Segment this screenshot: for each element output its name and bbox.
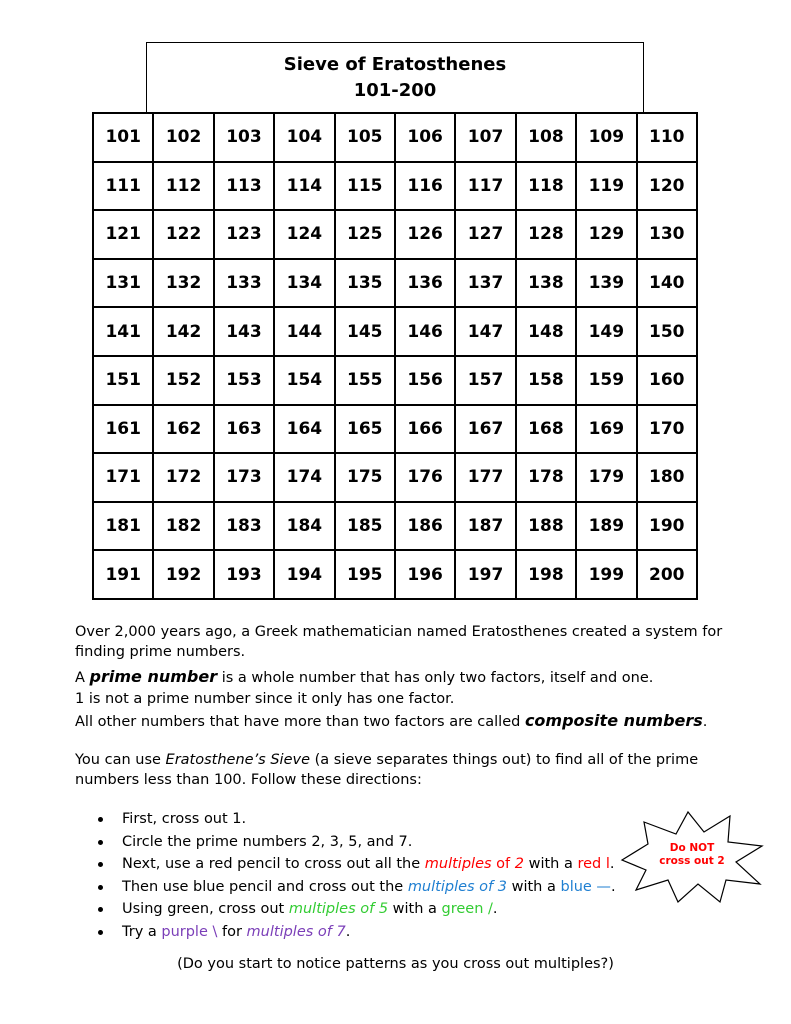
grid-cell[interactable]: 124 (274, 210, 334, 259)
grid-cell[interactable]: 113 (214, 162, 274, 211)
direction-item (122, 921, 616, 944)
grid-cell[interactable]: 103 (214, 113, 274, 162)
grid-cell[interactable]: 157 (455, 356, 515, 405)
grid-cell[interactable]: 190 (637, 502, 697, 551)
grid-cell[interactable]: 178 (516, 453, 576, 502)
grid-cell[interactable]: 147 (455, 307, 515, 356)
grid-cell[interactable]: 191 (93, 550, 153, 599)
grid-cell[interactable]: 193 (214, 550, 274, 599)
grid-cell[interactable]: 119 (576, 162, 636, 211)
grid-cell[interactable]: 197 (455, 550, 515, 599)
grid-cell[interactable]: 171 (93, 453, 153, 502)
grid-cell[interactable]: 195 (335, 550, 395, 599)
grid-cell[interactable]: 134 (274, 259, 334, 308)
grid-cell[interactable]: 149 (576, 307, 636, 356)
prime-definition (75, 666, 653, 689)
grid-cell[interactable]: 148 (516, 307, 576, 356)
grid-cell[interactable]: 172 (153, 453, 213, 502)
grid-cell[interactable]: 141 (93, 307, 153, 356)
directions-list (75, 808, 616, 943)
dir-text: for (217, 923, 247, 940)
grid-cell[interactable]: 194 (274, 550, 334, 599)
grid-cell[interactable]: 152 (153, 356, 213, 405)
prime-number-term: prime number (89, 667, 218, 686)
grid-cell[interactable]: 146 (395, 307, 455, 356)
grid-cell[interactable]: 161 (93, 405, 153, 454)
title-box (146, 42, 644, 112)
grid-cell[interactable]: 150 (637, 307, 697, 356)
grid-cell[interactable]: 136 (395, 259, 455, 308)
grid-cell[interactable]: 132 (153, 259, 213, 308)
composite-def-pre: All other numbers that have more than two factors are called (75, 714, 525, 730)
grid-cell[interactable]: 170 (637, 405, 697, 454)
grid-row (93, 356, 697, 405)
grid-cell[interactable]: 181 (93, 502, 153, 551)
grid-cell[interactable]: 160 (637, 356, 697, 405)
grid-cell[interactable]: 120 (637, 162, 697, 211)
grid-cell[interactable]: 112 (153, 162, 213, 211)
grid-row (93, 405, 697, 454)
dir-text: . (609, 856, 615, 872)
direction-item (122, 876, 616, 899)
grid-cell[interactable]: 162 (153, 405, 213, 454)
prime-def-post: is a whole number that has only two factors, itself and one. (217, 670, 654, 686)
grid-cell[interactable]: 192 (153, 550, 213, 599)
dir-red-multiples: multiples (424, 856, 492, 872)
grid-cell[interactable]: 121 (93, 210, 153, 259)
dir-red-two: 2 (514, 856, 524, 872)
dir-text: Then use blue pencil and cross out the (122, 878, 408, 895)
grid-cell[interactable]: 167 (455, 405, 515, 454)
grid-cell[interactable]: 137 (455, 259, 515, 308)
title-main: Sieve of Eratosthenes (283, 54, 507, 75)
grid-cell[interactable]: 126 (395, 210, 455, 259)
composite-def-post: . (702, 714, 708, 730)
dir-text: . (610, 878, 616, 895)
grid-cell[interactable]: 108 (516, 113, 576, 162)
dir-text: Try a (122, 923, 162, 940)
starburst-note (618, 842, 766, 868)
grid-cell[interactable]: 135 (335, 259, 395, 308)
grid-cell[interactable]: 110 (637, 113, 697, 162)
grid-row (93, 162, 697, 211)
star-line-1: Do NOT (669, 842, 715, 854)
grid-cell[interactable]: 169 (576, 405, 636, 454)
grid-cell[interactable]: 143 (214, 307, 274, 356)
grid-cell[interactable]: 183 (214, 502, 274, 551)
grid-cell[interactable]: 180 (637, 453, 697, 502)
dir-blue-mark: blue — (560, 878, 611, 895)
grid-cell[interactable]: 128 (516, 210, 576, 259)
grid-cell[interactable]: 164 (274, 405, 334, 454)
dir-text: Using green, cross out (122, 901, 289, 917)
grid-cell[interactable]: 117 (455, 162, 515, 211)
grid-row (93, 307, 697, 356)
grid-cell[interactable]: 106 (395, 113, 455, 162)
grid-cell[interactable]: 189 (576, 502, 636, 551)
direction-item: First, cross out 1. (122, 808, 616, 831)
dir-text: . (345, 923, 351, 940)
grid-cell[interactable]: 118 (516, 162, 576, 211)
grid-cell[interactable]: 163 (214, 405, 274, 454)
sieve-pre: You can use (75, 752, 166, 768)
grid-cell[interactable]: 104 (274, 113, 334, 162)
grid-row (93, 453, 697, 502)
direction-item (122, 898, 616, 921)
dir-blue-multiples: multiples of 3 (407, 878, 507, 895)
grid-cell[interactable]: 140 (637, 259, 697, 308)
grid-cell[interactable]: 173 (214, 453, 274, 502)
grid-cell[interactable]: 138 (516, 259, 576, 308)
dir-green-multiples: multiples of 5 (288, 901, 389, 917)
dir-purple-mark: purple \ (161, 923, 218, 940)
direction-item: Circle the prime numbers 2, 3, 5, and 7. (122, 831, 616, 854)
grid-cell[interactable]: 196 (395, 550, 455, 599)
grid-cell[interactable]: 129 (576, 210, 636, 259)
sieve-post: (a sieve separates things out) to find all of the prime numbers less than 100. Follow these directions: (75, 752, 699, 788)
grid-cell[interactable]: 158 (516, 356, 576, 405)
grid-cell[interactable]: 156 (395, 356, 455, 405)
grid-cell[interactable]: 177 (455, 453, 515, 502)
number-grid (92, 112, 698, 600)
grid-cell[interactable]: 165 (335, 405, 395, 454)
composite-definition (75, 710, 707, 733)
grid-cell[interactable]: 130 (637, 210, 697, 259)
grid-cell[interactable]: 187 (455, 502, 515, 551)
grid-row (93, 113, 697, 162)
sieve-term: Eratosthene’s Sieve (165, 752, 311, 768)
grid-cell[interactable]: 184 (274, 502, 334, 551)
grid-cell[interactable]: 154 (274, 356, 334, 405)
grid-cell[interactable]: 114 (274, 162, 334, 211)
grid-cell[interactable]: 127 (455, 210, 515, 259)
grid-cell[interactable]: 116 (395, 162, 455, 211)
one-note: 1 is not a prime number since it only has one factor. (75, 691, 455, 707)
grid-cell[interactable]: 133 (214, 259, 274, 308)
grid-cell[interactable]: 174 (274, 453, 334, 502)
grid-row (93, 550, 697, 599)
dir-text: . (492, 901, 498, 917)
grid-cell[interactable]: 107 (455, 113, 515, 162)
grid-cell[interactable]: 111 (93, 162, 153, 211)
grid-cell[interactable]: 186 (395, 502, 455, 551)
grid-cell[interactable]: 139 (576, 259, 636, 308)
grid-cell[interactable]: 198 (516, 550, 576, 599)
star-line-2: cross out 2 (659, 855, 725, 867)
grid-cell[interactable]: 199 (576, 550, 636, 599)
dir-text: with a (507, 878, 561, 895)
grid-cell[interactable]: 185 (335, 502, 395, 551)
grid-cell[interactable]: 175 (335, 453, 395, 502)
grid-cell[interactable]: 159 (576, 356, 636, 405)
dir-text: with a (388, 901, 442, 917)
grid-row (93, 210, 697, 259)
prime-def-pre: A (75, 670, 90, 686)
grid-cell[interactable]: 109 (576, 113, 636, 162)
dir-red-of: of (491, 856, 515, 872)
grid-cell[interactable]: 155 (335, 356, 395, 405)
intro-text: Over 2,000 years ago, a Greek mathematician named Eratosthenes created a system for finding prime numbers. (75, 624, 723, 660)
grid-cell[interactable]: 102 (153, 113, 213, 162)
grid-cell[interactable]: 176 (395, 453, 455, 502)
grid-cell[interactable]: 115 (335, 162, 395, 211)
grid-cell[interactable]: 200 (637, 550, 697, 599)
grid-cell[interactable]: 123 (214, 210, 274, 259)
grid-cell[interactable]: 101 (93, 113, 153, 162)
grid-cell[interactable]: 105 (335, 113, 395, 162)
direction-item (122, 853, 616, 876)
grid-cell[interactable]: 153 (214, 356, 274, 405)
grid-cell[interactable]: 151 (93, 356, 153, 405)
grid-cell[interactable]: 122 (153, 210, 213, 259)
grid-cell[interactable]: 125 (335, 210, 395, 259)
grid-cell[interactable]: 144 (274, 307, 334, 356)
grid-cell[interactable]: 179 (576, 453, 636, 502)
title-range: 101-200 (353, 80, 437, 101)
dir-green-mark: green / (441, 901, 493, 917)
grid-cell[interactable]: 166 (395, 405, 455, 454)
grid-cell[interactable]: 131 (93, 259, 153, 308)
grid-cell[interactable]: 188 (516, 502, 576, 551)
closing-question: (Do you start to notice patterns as you cross out multiples?) (177, 956, 614, 972)
grid-cell[interactable]: 182 (153, 502, 213, 551)
grid-cell[interactable]: 142 (153, 307, 213, 356)
composite-numbers-term: composite numbers (524, 711, 703, 730)
sieve-paragraph (75, 750, 755, 790)
grid-row (93, 259, 697, 308)
dir-purple-multiples: multiples of 7 (246, 923, 346, 940)
dir-red-mark: red l (577, 856, 610, 872)
dir-text: Next, use a red pencil to cross out all the (122, 856, 425, 872)
grid-cell[interactable]: 145 (335, 307, 395, 356)
grid-row (93, 502, 697, 551)
grid-cell[interactable]: 168 (516, 405, 576, 454)
dir-text: with a (523, 856, 578, 872)
